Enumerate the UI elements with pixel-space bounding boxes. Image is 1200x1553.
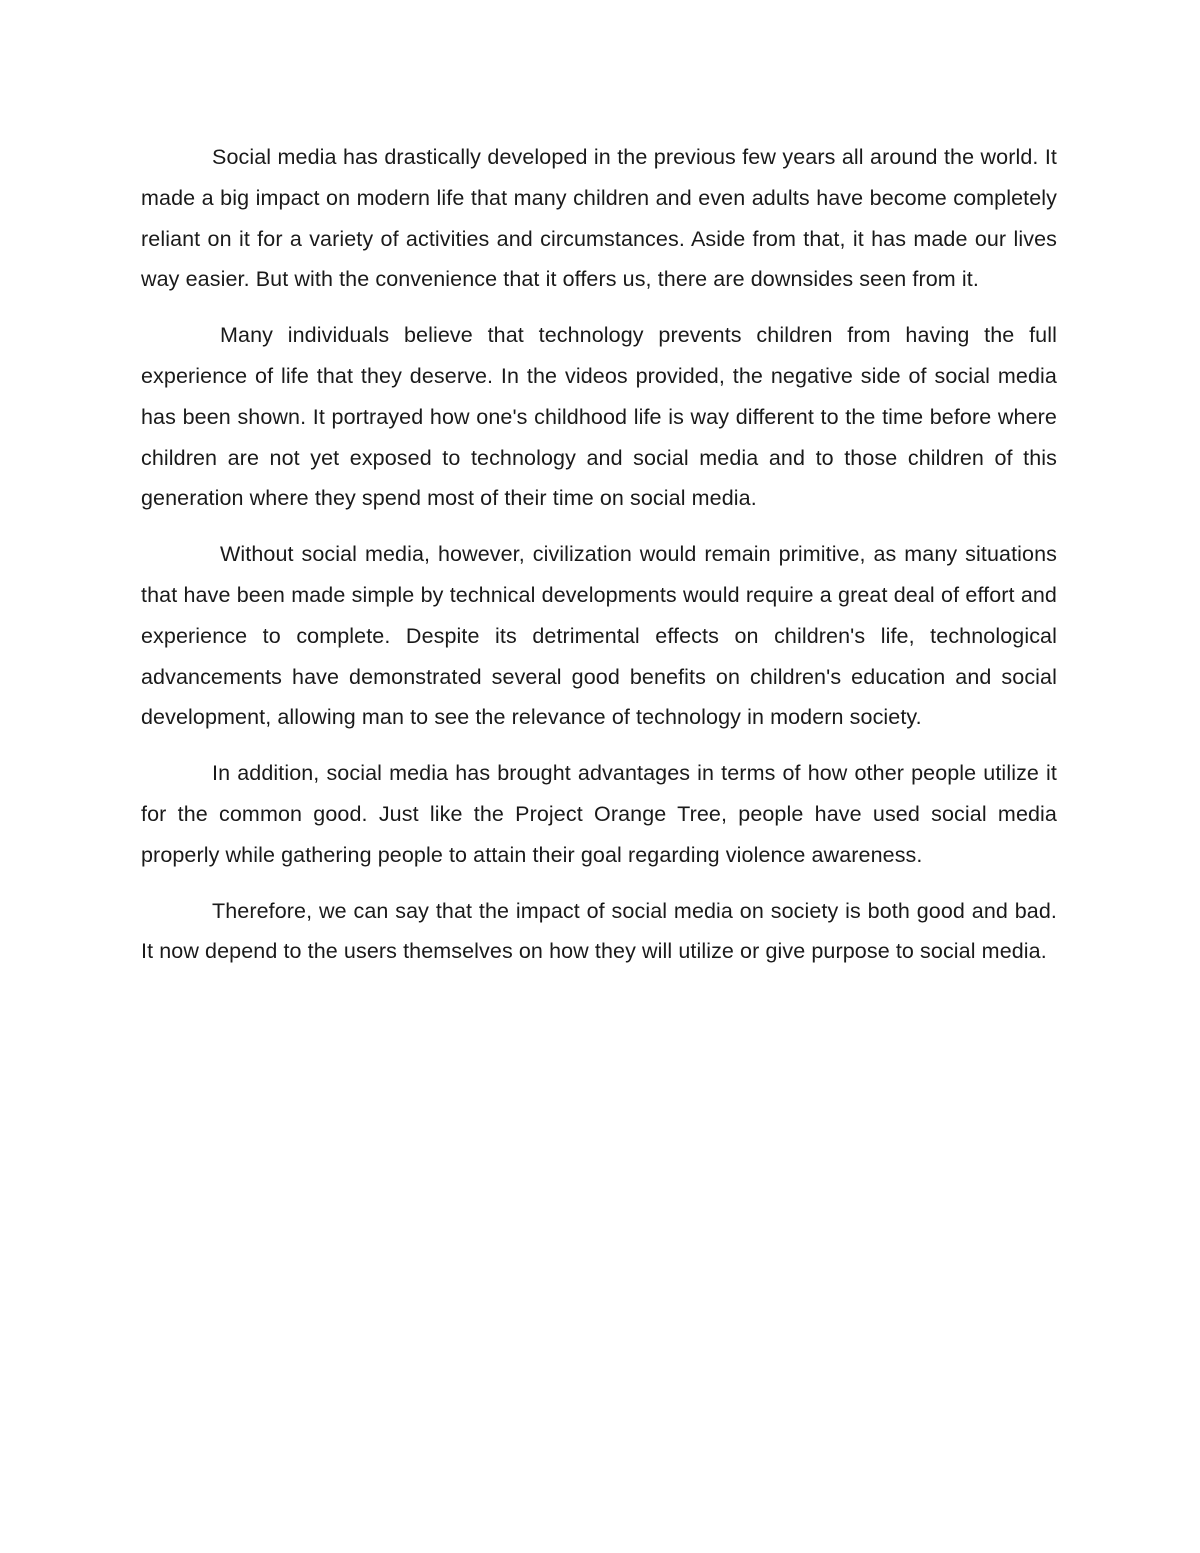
paragraph-4: In addition, social media has brought advantages in terms of how other people utilize it for the common good. Just like the Project Orange Tree, people have used social media properly while gathering people to attain their goal regarding violence awareness. — [141, 761, 1057, 867]
paragraph-5: Therefore, we can say that the impact of social media on society is both good and bad. It now depend to the users themselves on how they will utilize or give purpose to social media. — [141, 898, 1057, 964]
paragraph-2: Many individuals believe that technology prevents children from having the full experience of life that they deserve. In the videos provided, the negative side of social media has been shown. It portrayed how one's childhood life is way different to the time before where children are not yet exposed to technology and social media and to those children of this generation where they spend most of their time on social media. — [141, 323, 1057, 511]
paragraph-1: Social media has drastically developed in the previous few years all around the world. It made a big impact on modern life that many children and even adults have become completely reliant on it for a variety of activities and circumstances. Aside from that, it has made our lives way easier. But with the convenience that it offers us, there are downsides seen from it. — [141, 145, 1057, 292]
paragraph-3: Without social media, however, civilization would remain primitive, as many situations that have been made simple by technical developments would require a great deal of effort and experience to complete. Despite its detrimental effects on children's life, technological advancements have demonstrated several good benefits on children's education and social development, allowing man to see the relevance of technology in modern society. — [141, 542, 1057, 730]
document-body — [141, 137, 1057, 987]
